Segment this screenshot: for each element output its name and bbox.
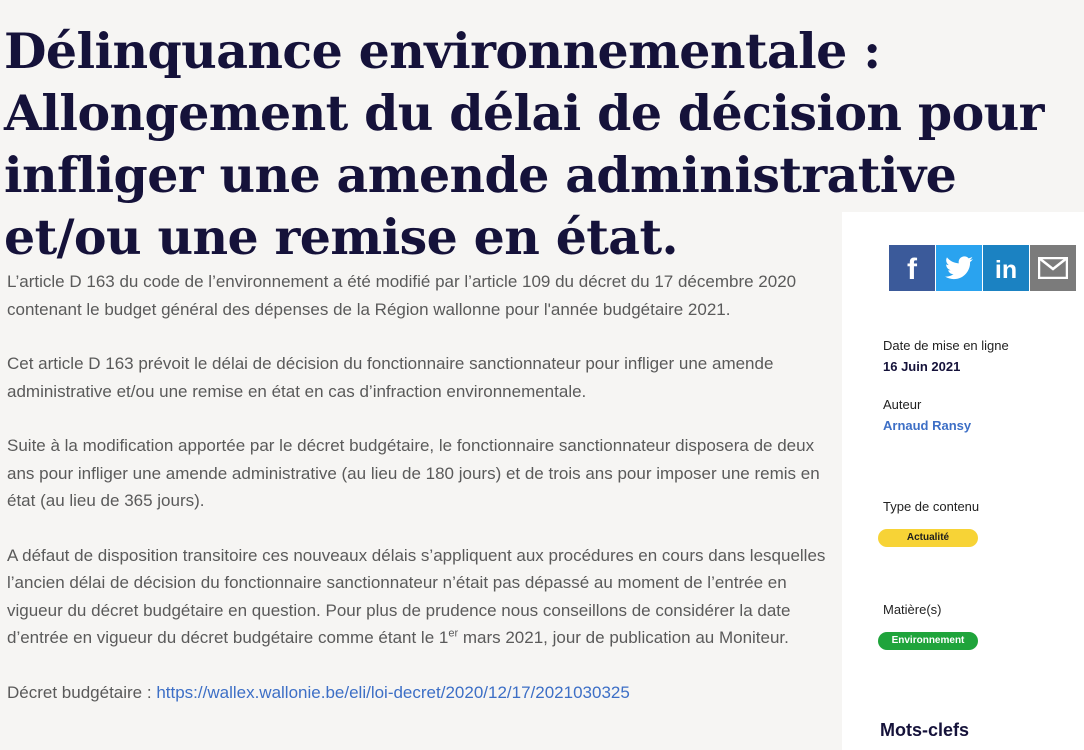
svg-text:f: f [907, 253, 917, 283]
date-label: Date de mise en ligne [883, 338, 1009, 353]
subject-badge[interactable]: Environnement [878, 632, 978, 650]
svg-text:in: in [994, 256, 1018, 283]
paragraph-1: L’article D 163 du code de l’environnement a été modifié par l’article 109 du décret du 17 décembre 2020 contenant le budget général des dépenses de la Région wallonne pour l'année budgétaire 2021. [7, 272, 797, 319]
date-value: 16 Juin 2021 [883, 359, 961, 374]
email-share-button[interactable] [1030, 245, 1076, 291]
content-type-badge[interactable]: Actualité [878, 529, 978, 547]
superscript-er: er [448, 627, 459, 640]
paragraph-4-text-end: mars 2021, jour de publication au Moniteur. [458, 628, 789, 647]
share-bar [889, 245, 1076, 291]
author-link[interactable]: Arnaud Ransy [883, 418, 972, 433]
twitter-icon [945, 256, 973, 280]
decree-paragraph [7, 679, 827, 707]
sidebar [842, 212, 1084, 750]
author-label: Auteur [883, 397, 922, 412]
paragraph-3: Suite à la modification apportée par le décret budgétaire, le fonctionnaire sanctionnateur disposera de deux ans pour infliger une amende administrative (au lieu de 180 jours) et de trois ans pour imposer une remis en état (au lieu de 365 jours). [7, 436, 820, 510]
twitter-share-button[interactable] [936, 245, 982, 291]
linkedin-icon [991, 253, 1021, 283]
facebook-icon [897, 253, 927, 283]
article-body [7, 268, 827, 733]
paragraph-4-text: A défaut de disposition transitoire ces nouveaux délais s’appliquent aux procédures en cours dans lesquelles l’ancien délai de décision du fonctionnaire sanctionnateur n’était pas dépassé au moment de l’entrée en vigueur du décret budgétaire en question. Pour plus de prudence nous conseillons de considérer la date d’entrée en vigueur du décret budgétaire comme étant le 1 [7, 545, 826, 647]
paragraph-4 [7, 542, 827, 652]
paragraph-2: Cet article D 163 prévoit le délai de décision du fonctionnaire sanctionnateur pour infliger une amende administrative et/ou une remise en état en cas d’infraction environnementale. [7, 354, 774, 401]
subject-label: Matière(s) [883, 602, 942, 617]
page-title: Délinquance environnementale : Allongement du délai de décision pour infliger une amende administrative et/ou une remise en état. [4, 22, 1044, 266]
mail-icon [1038, 257, 1068, 279]
content-type-label: Type de contenu [883, 499, 980, 514]
decree-link[interactable]: https://wallex.wallonie.be/eli/loi-decret/2020/12/17/2021030325 [156, 682, 630, 702]
keywords-heading: Mots-clefs [880, 720, 970, 740]
linkedin-share-button[interactable] [983, 245, 1029, 291]
facebook-share-button[interactable] [889, 245, 935, 291]
decree-label: Décret budgétaire : [7, 682, 157, 702]
